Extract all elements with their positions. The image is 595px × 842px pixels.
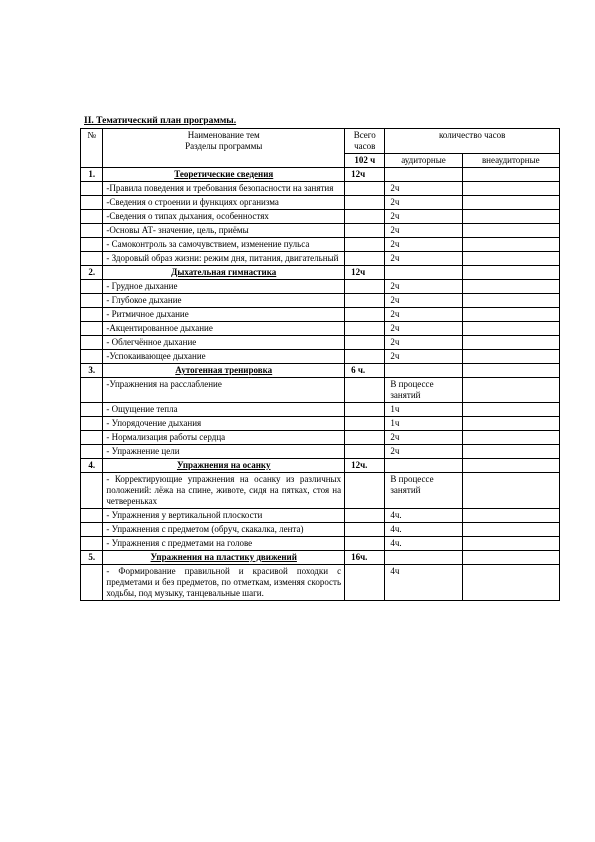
topic-total-hours xyxy=(345,350,385,364)
section-hours: 12ч xyxy=(345,266,385,280)
section-row xyxy=(81,459,560,473)
topic-name: - Здоровый образ жизни: режим дня, питания, двигательный xyxy=(103,252,345,266)
header-extracurricular: внеаудиторные xyxy=(462,154,559,168)
topic-row xyxy=(81,417,560,431)
topic-name: - Грудное дыхание xyxy=(103,280,345,294)
topic-total-hours xyxy=(345,294,385,308)
topic-extracurricular-hours xyxy=(462,182,559,196)
topic-name: -Сведения о типах дыхания, особенностях xyxy=(103,210,345,224)
topic-total-hours xyxy=(345,417,385,431)
topic-row xyxy=(81,322,560,336)
topic-number xyxy=(81,308,103,322)
section-number: 2. xyxy=(81,266,103,280)
topic-classroom-hours: 2ч xyxy=(385,350,462,364)
thematic-plan-table xyxy=(80,128,560,601)
topic-classroom-hours: 4ч. xyxy=(385,509,462,523)
topic-number xyxy=(81,523,103,537)
topic-name: - Упражнение цели xyxy=(103,445,345,459)
topic-name: - Упорядочение дыхания xyxy=(103,417,345,431)
topic-row xyxy=(81,431,560,445)
topic-number xyxy=(81,509,103,523)
topic-row xyxy=(81,445,560,459)
section-hours: 12ч. xyxy=(345,459,385,473)
section-hours: 16ч. xyxy=(345,551,385,565)
section-classroom-hours xyxy=(385,551,462,565)
topic-number xyxy=(81,336,103,350)
topic-total-hours xyxy=(345,252,385,266)
topic-number xyxy=(81,378,103,403)
header-total-line1: Всего xyxy=(353,130,376,140)
topic-total-hours xyxy=(345,196,385,210)
section-row xyxy=(81,168,560,182)
topic-number xyxy=(81,322,103,336)
topic-number xyxy=(81,431,103,445)
topic-extracurricular-hours xyxy=(462,224,559,238)
topic-number xyxy=(81,294,103,308)
topic-name: - Упражнения у вертикальной плоскости xyxy=(103,509,345,523)
page-title: II. Тематический план программы. xyxy=(84,116,237,126)
topic-total-hours xyxy=(345,431,385,445)
topic-name: - Корректирующие упражнения на осанку из различных положений: лёжа на спине, животе, сидя на пятках, стоя на четвереньках xyxy=(103,473,345,509)
topic-total-hours xyxy=(345,403,385,417)
topic-row xyxy=(81,473,560,509)
topic-name: - Упражнения с предметами на голове xyxy=(103,537,345,551)
topic-extracurricular-hours xyxy=(462,403,559,417)
topic-name: - Ощущение тепла xyxy=(103,403,345,417)
topic-number xyxy=(81,252,103,266)
topic-name: - Ритмичное дыхание xyxy=(103,308,345,322)
topic-classroom-hours: 4ч xyxy=(385,565,462,601)
topic-name: -Правила поведения и требования безопасности на занятия xyxy=(103,182,345,196)
topic-row xyxy=(81,224,560,238)
header-name xyxy=(103,129,345,168)
header-classroom: аудиторные xyxy=(385,154,462,168)
topic-classroom-hours: 2ч xyxy=(385,252,462,266)
topic-total-hours xyxy=(345,238,385,252)
topic-classroom-hours: 2ч xyxy=(385,336,462,350)
topic-classroom-hours: 2ч xyxy=(385,445,462,459)
section-name: Теоретические сведения xyxy=(103,168,345,182)
topic-classroom-hours: 2ч xyxy=(385,431,462,445)
topic-classroom-hours: 2ч xyxy=(385,294,462,308)
section-extracurricular-hours xyxy=(462,364,559,378)
topic-total-hours xyxy=(345,473,385,509)
header-total-line2: часов xyxy=(354,141,376,151)
topic-extracurricular-hours xyxy=(462,473,559,509)
topic-total-hours xyxy=(345,509,385,523)
topic-extracurricular-hours xyxy=(462,537,559,551)
topic-classroom-hours: 2ч xyxy=(385,322,462,336)
topic-row xyxy=(81,509,560,523)
topic-classroom-hours: 4ч. xyxy=(385,523,462,537)
topic-extracurricular-hours xyxy=(462,417,559,431)
topic-classroom-hours: 2ч xyxy=(385,308,462,322)
topic-number xyxy=(81,350,103,364)
topic-extracurricular-hours xyxy=(462,378,559,403)
section-name: Упражнения на осанку xyxy=(103,459,345,473)
topic-total-hours xyxy=(345,322,385,336)
section-number: 1. xyxy=(81,168,103,182)
topic-number xyxy=(81,403,103,417)
section-row xyxy=(81,266,560,280)
topic-extracurricular-hours xyxy=(462,238,559,252)
topic-classroom-hours: 1ч xyxy=(385,417,462,431)
header-num: № xyxy=(81,129,103,168)
topic-name: -Упражнения на расслабление xyxy=(103,378,345,403)
section-extracurricular-hours xyxy=(462,266,559,280)
topic-extracurricular-hours xyxy=(462,509,559,523)
topic-extracurricular-hours xyxy=(462,322,559,336)
topic-name: - Нормализация работы сердца xyxy=(103,431,345,445)
topic-row xyxy=(81,565,560,601)
topic-row xyxy=(81,182,560,196)
topic-number xyxy=(81,224,103,238)
topic-classroom-hours: В процессе занятий xyxy=(385,473,462,509)
topic-row xyxy=(81,294,560,308)
topic-classroom-hours: В процессе занятий xyxy=(385,378,462,403)
topic-total-hours xyxy=(345,224,385,238)
section-name: Дыхательная гимнастика xyxy=(103,266,345,280)
topic-classroom-hours: 2ч xyxy=(385,224,462,238)
section-hours: 12ч xyxy=(345,168,385,182)
topic-number xyxy=(81,565,103,601)
section-hours: 6 ч. xyxy=(345,364,385,378)
topic-extracurricular-hours xyxy=(462,196,559,210)
topic-extracurricular-hours xyxy=(462,336,559,350)
section-classroom-hours xyxy=(385,459,462,473)
table-header-row xyxy=(81,129,560,154)
section-extracurricular-hours xyxy=(462,459,559,473)
section-number: 4. xyxy=(81,459,103,473)
topic-row xyxy=(81,350,560,364)
topic-total-hours xyxy=(345,565,385,601)
section-classroom-hours xyxy=(385,168,462,182)
header-count: количество часов xyxy=(385,129,560,154)
topic-number xyxy=(81,417,103,431)
topic-classroom-hours: 4ч. xyxy=(385,537,462,551)
topic-total-hours xyxy=(345,523,385,537)
topic-name: - Формирование правильной и красивой походки с предметами и без предметов, по отметкам, изменяя скорость ходьбы, под музыку, танцевальные шаги. xyxy=(103,565,345,601)
topic-classroom-hours: 2ч xyxy=(385,210,462,224)
topic-total-hours xyxy=(345,537,385,551)
topic-row xyxy=(81,210,560,224)
topic-number xyxy=(81,445,103,459)
topic-number xyxy=(81,537,103,551)
topic-number xyxy=(81,182,103,196)
topic-row xyxy=(81,403,560,417)
topic-row xyxy=(81,252,560,266)
topic-row xyxy=(81,308,560,322)
topic-extracurricular-hours xyxy=(462,294,559,308)
topic-row xyxy=(81,238,560,252)
topic-name: -Сведения о строении и функциях организма xyxy=(103,196,345,210)
topic-number xyxy=(81,196,103,210)
topic-number xyxy=(81,280,103,294)
topic-name: - Самоконтроль за самочувствием, изменение пульса xyxy=(103,238,345,252)
topic-classroom-hours: 2ч xyxy=(385,182,462,196)
section-name: Аутогенная тренировка xyxy=(103,364,345,378)
topic-classroom-hours: 2ч xyxy=(385,196,462,210)
topic-row xyxy=(81,280,560,294)
topic-total-hours xyxy=(345,308,385,322)
topic-extracurricular-hours xyxy=(462,431,559,445)
topic-extracurricular-hours xyxy=(462,445,559,459)
header-total xyxy=(345,129,385,154)
topic-total-hours xyxy=(345,210,385,224)
header-name-line1: Наименование тем xyxy=(187,130,260,140)
header-name-line2: Разделы программы xyxy=(185,141,263,151)
topic-name: -Акцентированное дыхание xyxy=(103,322,345,336)
topic-name: -Основы АТ- значение, цель, приёмы xyxy=(103,224,345,238)
topic-total-hours xyxy=(345,378,385,403)
section-number: 3. xyxy=(81,364,103,378)
topic-number xyxy=(81,473,103,509)
topic-number xyxy=(81,210,103,224)
topic-total-hours xyxy=(345,182,385,196)
section-extracurricular-hours xyxy=(462,551,559,565)
section-row xyxy=(81,551,560,565)
topic-row xyxy=(81,336,560,350)
section-number: 5. xyxy=(81,551,103,565)
topic-name: - Облегчённое дыхание xyxy=(103,336,345,350)
topic-extracurricular-hours xyxy=(462,523,559,537)
topic-number xyxy=(81,238,103,252)
topic-extracurricular-hours xyxy=(462,308,559,322)
section-classroom-hours xyxy=(385,266,462,280)
topic-extracurricular-hours xyxy=(462,280,559,294)
topic-total-hours xyxy=(345,445,385,459)
topic-row xyxy=(81,378,560,403)
topic-row xyxy=(81,523,560,537)
topic-classroom-hours: 2ч xyxy=(385,238,462,252)
topic-name: -Успокаивающее дыхание xyxy=(103,350,345,364)
topic-classroom-hours: 2ч xyxy=(385,280,462,294)
topic-extracurricular-hours xyxy=(462,210,559,224)
topic-row xyxy=(81,196,560,210)
section-classroom-hours xyxy=(385,364,462,378)
header-total-value: 102 ч xyxy=(345,154,385,168)
section-extracurricular-hours xyxy=(462,168,559,182)
topic-extracurricular-hours xyxy=(462,252,559,266)
topic-extracurricular-hours xyxy=(462,565,559,601)
topic-extracurricular-hours xyxy=(462,350,559,364)
topic-name: - Глубокое дыхание xyxy=(103,294,345,308)
topic-name: - Упражнения с предметом (обруч, скакалка, лента) xyxy=(103,523,345,537)
section-row xyxy=(81,364,560,378)
topic-total-hours xyxy=(345,336,385,350)
section-name: Упражнения на пластику движений xyxy=(103,551,345,565)
topic-total-hours xyxy=(345,280,385,294)
topic-classroom-hours: 1ч xyxy=(385,403,462,417)
topic-row xyxy=(81,537,560,551)
